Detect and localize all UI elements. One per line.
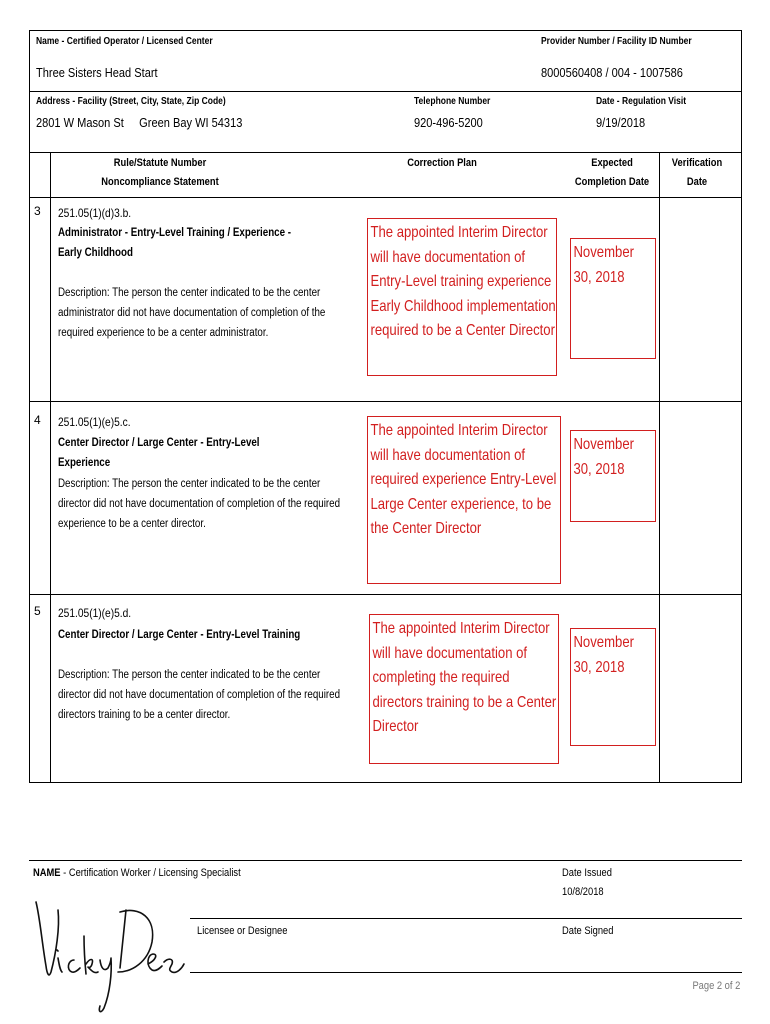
licensee-rule (190, 918, 742, 919)
correction-plan-box (367, 218, 557, 376)
provider-number-value: 8000560408 / 004 - 1007586 (541, 65, 683, 80)
verification-column-line (659, 152, 660, 782)
visit-date-value: 9/19/2018 (596, 115, 646, 130)
address-label: Address - Facility (Street, City, State, Zip Code) (36, 96, 226, 107)
date-issued-label: Date Issued (562, 867, 612, 879)
noncompliance-description: Description: The person the center indicated to be the center director did not have documentation of completion of the required directors training to be a center director. (58, 669, 341, 721)
num-column-line (50, 152, 51, 782)
name-rest: - Certification Worker / Licensing Specialist (60, 867, 241, 879)
rule-number: 251.05(1)(e)5.d. (58, 606, 132, 620)
rule-title: Center Director / Large Center - Entry-Level Training (58, 629, 301, 641)
col-plan-header: Correction Plan (407, 157, 477, 169)
table-top-border (29, 30, 742, 31)
correction-plan-text: The appointed Interim Director will have documentation of completing the required directors training to be a Center Director (372, 620, 557, 735)
telephone-label: Telephone Number (414, 96, 491, 107)
address-row-bottom (29, 152, 742, 153)
provider-number-label: Provider Number / Facility ID Number (541, 36, 692, 47)
table-right-border (741, 30, 742, 783)
telephone-value: 920-496-5200 (414, 115, 483, 130)
rule-number: 251.05(1)(e)5.c. (58, 415, 131, 429)
address-value: 2801 W Mason St Green Bay WI 54313 (36, 115, 243, 130)
row-divider-1 (29, 401, 742, 402)
expected-date-text: November 30, 2018 (573, 634, 634, 676)
correction-plan-text: The appointed Interim Director will have documentation of required experience Entry-Level Large Center experience, to be the Center Director (370, 422, 557, 537)
row-divider-2 (29, 594, 742, 595)
row-number: 5 (34, 604, 41, 618)
row-number: 3 (34, 204, 41, 218)
expected-date-text: November 30, 2018 (573, 244, 634, 286)
col-noncompliance-header: Noncompliance Statement (101, 176, 219, 188)
name-bold: NAME (33, 867, 61, 879)
licensee-label: Licensee or Designee (197, 925, 288, 937)
col-expected-header: Expected (591, 157, 633, 169)
table-left-border (29, 30, 30, 783)
expected-date-box (570, 628, 656, 746)
noncompliance-description: Description: The person the center indicated to be the center director did not have documentation of completion of the required experience to be a center director. (58, 478, 341, 530)
noncompliance-description: Description: The person the center indicated to be the center administrator did not have documentation of completion of the required experience to be a center administrator. (58, 287, 326, 339)
operator-name-value: Three Sisters Head Start (36, 65, 158, 80)
row-number: 4 (34, 413, 41, 427)
expected-date-text: November 30, 2018 (573, 436, 634, 478)
col-verification-header: Verification (671, 157, 723, 169)
rule-title: Administrator - Entry-Level Training / Experience - Early Childhood (58, 227, 292, 259)
rule-title: Center Director / Large Center - Entry-Level Experience (58, 437, 260, 469)
column-header-bottom (29, 197, 742, 198)
expected-date-box (570, 430, 656, 522)
table-bottom-border (29, 782, 742, 783)
header-divider (29, 91, 742, 92)
col-rule-header: Rule/Statute Number (113, 157, 207, 169)
footer-top-rule (29, 860, 742, 861)
visit-date-label: Date - Regulation Visit (596, 96, 687, 107)
operator-name-label: Name - Certified Operator / Licensed Center (36, 36, 213, 47)
col-verification-date-header: Date (686, 176, 708, 188)
bottom-rule (190, 972, 742, 973)
page-number: Page 2 of 2 (692, 980, 740, 992)
correction-plan-text: The appointed Interim Director will have documentation of Entry-Level training experience Early Childhood implementation required to be a Center Director (370, 224, 556, 339)
certification-worker-label (33, 867, 241, 879)
expected-date-box (570, 238, 656, 359)
correction-plan-box (369, 614, 559, 764)
correction-plan-box (367, 416, 561, 584)
rule-number: 251.05(1)(d)3.b. (58, 206, 132, 220)
signature-image (28, 888, 188, 1018)
date-signed-label: Date Signed (562, 925, 614, 937)
date-issued-value: 10/8/2018 (562, 886, 604, 898)
col-completion-header: Completion Date (574, 176, 650, 188)
